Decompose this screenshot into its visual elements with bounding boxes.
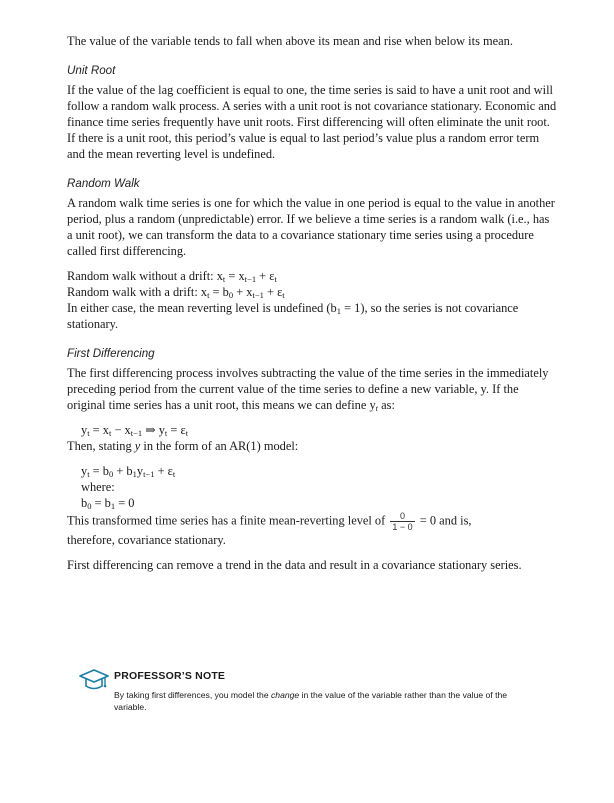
graduation-cap-icon bbox=[79, 668, 109, 694]
random-walk-drift-equation: Random walk with a drift: $x_t = b_0 + x_{t-1} + \varepsilon_t$ bbox=[67, 285, 285, 300]
finite-equals: = 0 and is, bbox=[419, 513, 472, 528]
note-text-b: in the value of the variable rather than the value of the variable. bbox=[114, 690, 508, 712]
random-walk-no-drift-equation: Random walk without a drift: $x_t = x_{t-1} + \varepsilon_t$ bbox=[67, 269, 277, 284]
fraction-denominator: 1 − 0 bbox=[392, 522, 413, 532]
finite-level-conclusion: therefore, covariance stationary. bbox=[67, 533, 226, 547]
conclusion-text-b: = 1), so the series is not covariance stationary. bbox=[67, 301, 519, 331]
fraction-numerator: 0 bbox=[390, 511, 414, 522]
then-text-a: Then, stating bbox=[67, 439, 135, 453]
finite-text: This transformed time series has a finite mean-reverting level of bbox=[67, 513, 386, 528]
professor-note-body bbox=[114, 689, 534, 713]
first-differencing-body-end: as: bbox=[378, 398, 395, 412]
professor-note-title: PROFESSOR’S NOTE bbox=[114, 670, 226, 682]
drift-label: Random walk with a drift: bbox=[67, 285, 198, 299]
random-walk-paragraph: A random walk time series is one for which the value in one period is equal to the value in another period, plus a random (unpredictable) error. If we believe a time series is a random walk (i.e., has a unit root), we can transform the data to a covariance stationary time series using a procedure called first differencing. bbox=[67, 196, 555, 258]
mean-reverting-fraction bbox=[390, 511, 414, 532]
conclusion-text-a: In either case, the mean reverting level is undefined (b bbox=[67, 301, 337, 315]
ar1-intro bbox=[67, 438, 557, 454]
no-drift-label: Random walk without a drift: bbox=[67, 269, 214, 283]
where-label: where: bbox=[81, 480, 115, 494]
unit-root-heading: Unit Root bbox=[67, 64, 116, 77]
intro-paragraph: The value of the variable tends to fall when above its mean and rise when below its mean. bbox=[67, 34, 513, 48]
note-text-em: change bbox=[271, 690, 300, 700]
unit-root-paragraph: If the value of the lag coefficient is equal to one, the time series is said to have a unit root and will follow a random walk process. A series with a unit root is not covariance stationary. Economic and finance time series frequently have unit roots. First differencing will often eliminate the unit root. If there is a unit root, this period’s value is equal to last period’s value plus a random error term and the mean reverting level is undefined. bbox=[67, 83, 557, 161]
then-var: y bbox=[134, 439, 141, 453]
first-difference-equation: $y_t = x_t - x_{t-1}$ ⇒ $y_t = \varepsilon_t$ bbox=[81, 423, 189, 438]
coefficient-equation: $b_0 = b_1 = 0$ bbox=[81, 496, 135, 511]
random-walk-heading: Random Walk bbox=[67, 177, 140, 190]
note-text-a: By taking first differences, you model the bbox=[114, 690, 271, 700]
first-differencing-paragraph: The first differencing process involves subtracting the value of the time series in the immediately preceding period from the current value of the time series to define a new variable, y. If the original time series has a unit root, this means we can define $y_t$ as: bbox=[67, 366, 549, 413]
random-walk-conclusion: In either case, the mean reverting level is undefined $(b_1 = 1)$, so the series is not covariance stationary. bbox=[67, 301, 519, 331]
ar1-equation: $y_t = b_0 + b_1y_{t-1} + \varepsilon_t$ bbox=[81, 464, 176, 479]
trend-paragraph: First differencing can remove a trend in the data and result in a covariance stationary series. bbox=[67, 558, 522, 572]
first-differencing-body: The first differencing process involves subtracting the value of the time series in the immediately preceding period from the current value of the time series to define a new variable, y. If the original time series has a unit root, this means we can define y bbox=[67, 366, 549, 412]
document-page bbox=[67, 33, 557, 573]
first-differencing-heading: First Differencing bbox=[67, 347, 155, 360]
finite-level-line bbox=[67, 511, 557, 532]
then-text-b: in the form of an AR(1) model: bbox=[140, 439, 299, 453]
